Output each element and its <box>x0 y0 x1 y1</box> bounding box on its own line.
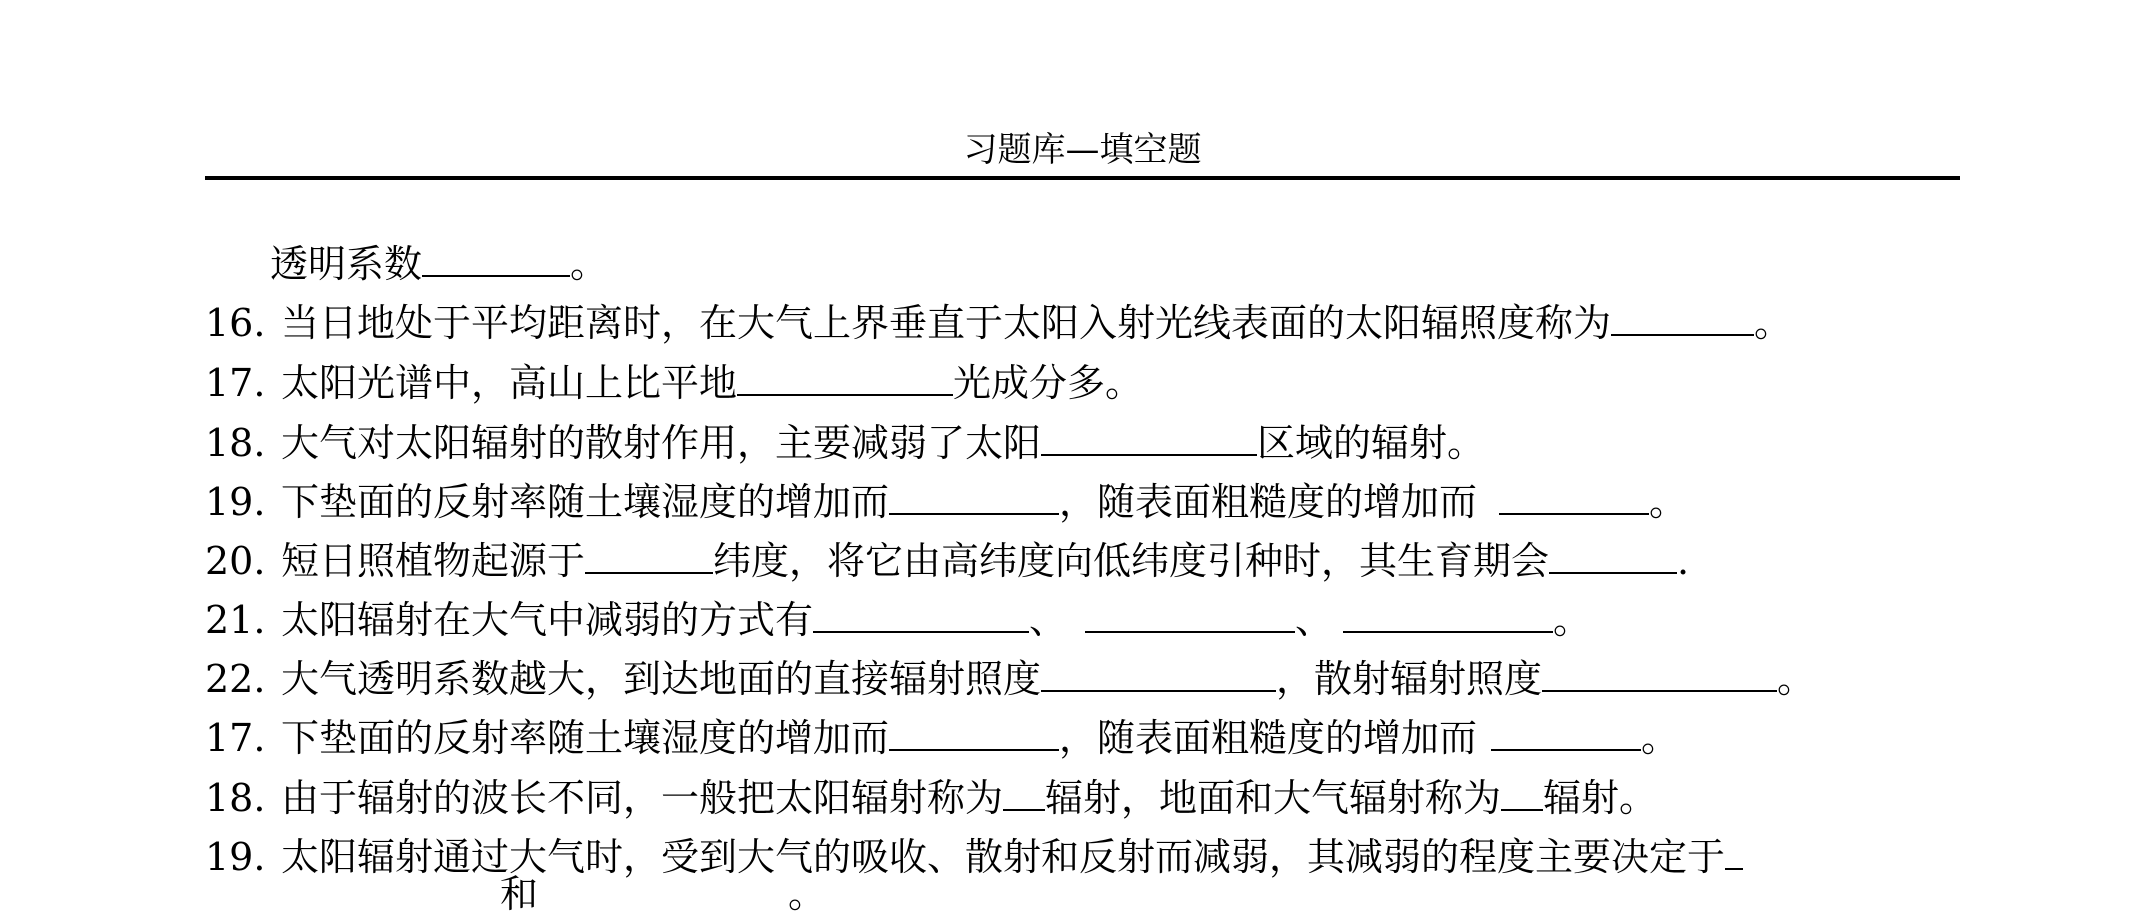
question-text: 和 <box>500 872 539 916</box>
answer-blank <box>813 597 1029 633</box>
question-line-19b <box>205 829 1743 885</box>
question-text: ，随表面粗糙度的增加而 <box>1059 716 1478 760</box>
question-line-19 <box>205 474 1687 530</box>
question-text: 。 <box>570 242 609 286</box>
answer-blank <box>1499 479 1649 515</box>
question-text: 、 <box>1029 598 1068 642</box>
question-number: 17. <box>205 716 266 760</box>
question-text: 。 <box>1641 716 1680 760</box>
question-line-22 <box>205 651 1815 707</box>
question-text: 。 <box>1553 598 1592 642</box>
question-number: 19. <box>205 835 266 879</box>
answer-blank <box>1343 597 1553 633</box>
question-line-20 <box>205 533 1689 589</box>
question-line-19b-continuation <box>500 866 826 922</box>
question-text: 短日照植物起源于 <box>281 539 586 583</box>
question-number: 18. <box>205 776 266 820</box>
question-text: 。 <box>1754 301 1793 345</box>
answer-blank <box>1611 300 1754 336</box>
question-text: ，随表面粗糙度的增加而 <box>1059 480 1478 524</box>
answer-blank <box>1542 656 1777 692</box>
question-number: 20. <box>205 539 266 583</box>
question-number: 18. <box>205 421 266 465</box>
question-text: 辐射。 <box>1543 776 1658 820</box>
question-number: 16. <box>205 301 266 345</box>
question-text: 下垫面的反射率随土壤湿度的增加而 <box>281 480 890 524</box>
question-line-continuation <box>270 236 608 292</box>
question-text: 太阳辐射通过大气时，受到大气的吸收、散射和反射而减弱，其减弱的程度主要决定于 <box>281 835 1726 879</box>
question-text: . <box>1677 539 1690 583</box>
question-text: 辐射，地面和大气辐射称为 <box>1045 776 1502 820</box>
question-text: ，散射辐射照度 <box>1276 657 1543 701</box>
question-line-18b <box>205 770 1657 826</box>
question-text: 太阳光谱中，高山上比平地 <box>281 361 738 405</box>
question-line-21 <box>205 592 1591 648</box>
question-text: 区域的辐射。 <box>1257 421 1486 465</box>
answer-blank <box>1501 775 1543 811</box>
answer-blank <box>585 538 713 574</box>
question-text: 。 <box>1777 657 1816 701</box>
question-text: 光成分多。 <box>953 361 1144 405</box>
page-header-title: 习题库—填空题 <box>963 130 1202 170</box>
question-number: 22. <box>205 657 266 701</box>
answer-blank <box>1085 597 1295 633</box>
question-line-16 <box>205 295 1792 351</box>
answer-blank <box>1003 775 1045 811</box>
header-rule <box>205 176 1960 180</box>
question-text: 太阳辐射在大气中减弱的方式有 <box>281 598 814 642</box>
question-text: 下垫面的反射率随土壤湿度的增加而 <box>281 716 890 760</box>
question-line-18 <box>205 415 1485 471</box>
answer-blank <box>1041 420 1257 456</box>
question-text: 当日地处于平均距离时，在大气上界垂直于太阳入射光线表面的太阳辐照度称为 <box>281 301 1612 345</box>
answer-blank <box>737 360 953 396</box>
question-text: 、 <box>1295 598 1334 642</box>
answer-blank <box>1725 834 1743 870</box>
question-number: 21. <box>205 598 266 642</box>
answer-blank <box>1491 715 1641 751</box>
answer-blank <box>422 241 570 277</box>
answer-blank <box>1041 656 1276 692</box>
answer-blank <box>889 715 1059 751</box>
question-text: 由于辐射的波长不同，一般把太阳辐射称为 <box>281 776 1004 820</box>
question-text: 大气透明系数越大，到达地面的直接辐射照度 <box>281 657 1042 701</box>
answer-blank <box>1549 538 1677 574</box>
question-text: 纬度，将它由高纬度向低纬度引种时，其生育期会 <box>713 539 1550 583</box>
question-number: 19. <box>205 480 266 524</box>
question-line-17b <box>205 710 1679 766</box>
question-text: 大气对太阳辐射的散射作用，主要减弱了太阳 <box>281 421 1042 465</box>
question-line-17 <box>205 355 1143 411</box>
answer-blank <box>889 479 1059 515</box>
question-text: 。 <box>788 872 827 916</box>
question-text: 透明系数 <box>270 242 423 286</box>
question-number: 17. <box>205 361 266 405</box>
question-text: 。 <box>1649 480 1688 524</box>
